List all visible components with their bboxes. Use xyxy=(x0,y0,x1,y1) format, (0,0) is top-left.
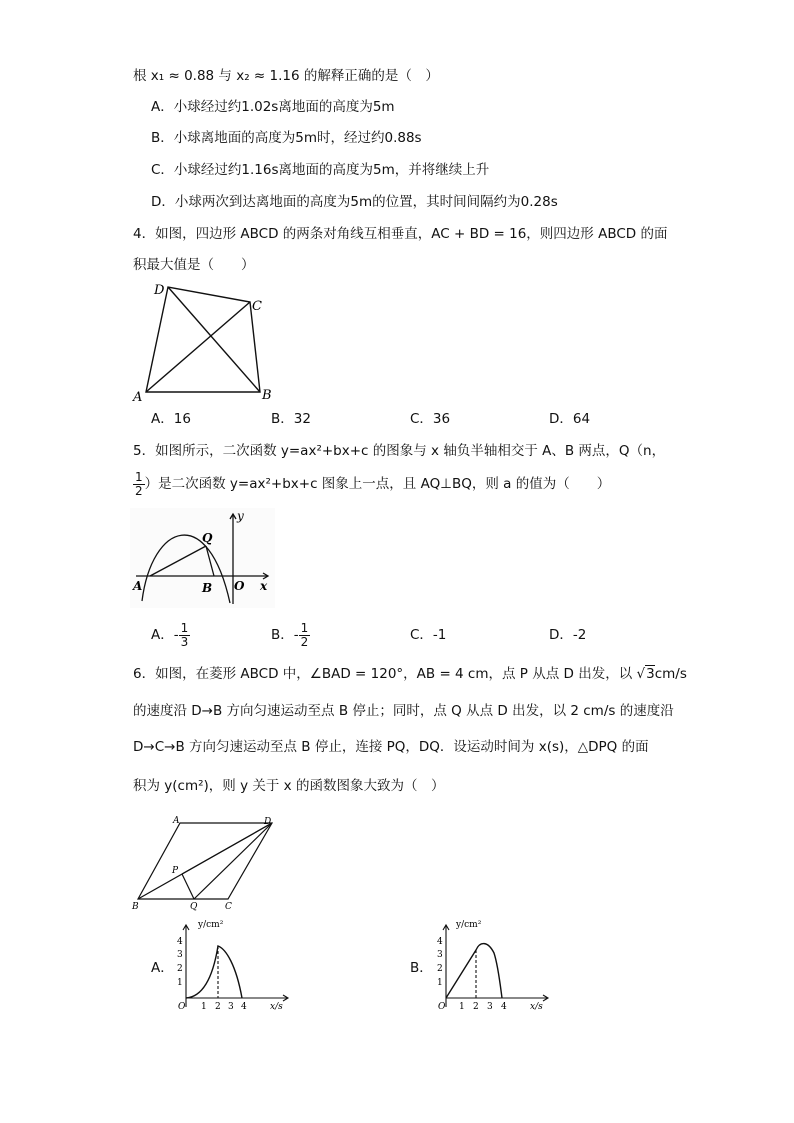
q5-label-x: x xyxy=(260,579,268,593)
q6-label-d: D xyxy=(264,817,272,827)
q3-option-b: B．小球离地面的高度为5m时，经过约0.88s xyxy=(151,130,422,146)
graph-a-xtick-4: 4 xyxy=(241,1002,247,1012)
graph-a-xtick-1: 1 xyxy=(201,1002,207,1012)
q6-label-c: C xyxy=(225,902,232,911)
q3-option-a: A．小球经过约1.02s离地面的高度为5m xyxy=(151,99,395,115)
q5-parabola-figure xyxy=(130,508,275,608)
graph-b-xtick-3: 3 xyxy=(487,1002,493,1012)
q4-label-d: D xyxy=(154,283,165,298)
q6-graph-b xyxy=(430,913,555,1013)
graph-b-ytick-1: 1 xyxy=(437,978,443,988)
graph-a-ytick-3: 3 xyxy=(177,950,183,960)
q4-label-a: A xyxy=(133,390,143,404)
q6-stem-line4: 积为 y(cm²)，则 y 关于 x 的函数图象大致为（ ） xyxy=(133,778,445,794)
q4-option-c: C．36 xyxy=(410,411,451,427)
q6-graph-a-label: A． xyxy=(151,960,174,976)
graph-a-ytick-4: 4 xyxy=(177,937,183,947)
graph-a-ylabel: y/cm² xyxy=(198,920,224,930)
q3-option-c: C．小球经过约1.16s离地面的高度为5m，并将继续上升 xyxy=(151,162,490,178)
q5-stem-line1: 5．如图所示，二次函数 y=ax²+bx+c 的图象与 x 轴负半轴相交于 A、B 两点，Q（n， xyxy=(133,443,666,459)
q5-option-d: D．-2 xyxy=(549,627,587,643)
graph-a-xlabel: x/s xyxy=(270,1002,283,1012)
graph-a-xtick-3: 3 xyxy=(228,1002,234,1012)
q6-label-b: B xyxy=(132,902,139,911)
q6-stem-line3: D→C→B 方向匀速运动至点 B 停止，连接 PQ，DQ．设运动时间为 x(s)，△DPQ 的面 xyxy=(133,739,649,755)
q5-label-q: Q xyxy=(202,531,213,545)
q6-label-p: P xyxy=(172,866,179,876)
graph-b-ytick-2: 2 xyxy=(437,964,443,974)
graph-b-xtick-2: 2 xyxy=(473,1002,479,1012)
graph-b-xlabel: x/s xyxy=(530,1002,543,1012)
q4-label-b: B xyxy=(262,388,272,403)
q4-option-a: A．16 xyxy=(151,411,191,427)
q6-graph-a xyxy=(170,913,295,1013)
q5-label-o: O xyxy=(234,579,245,593)
q5-label-y: y xyxy=(237,509,244,523)
graph-a-origin: O xyxy=(178,1002,186,1012)
q6-stem-line1: 6．如图，在菱形 ABCD 中，∠BAD = 120°，AB = 4 cm，点 P 从点 D 出发，以 √3cm/s xyxy=(133,666,687,682)
graph-b-ytick-4: 4 xyxy=(437,937,443,947)
graph-b-xtick-1: 1 xyxy=(459,1002,465,1012)
q5-label-a: A xyxy=(133,579,143,593)
q6-rhombus-figure xyxy=(128,815,288,911)
q4-option-b: B．32 xyxy=(271,411,311,427)
q6-graph-b-label: B． xyxy=(410,960,433,976)
q5-option-b: B．- $\frac{1}{2}$ xyxy=(271,620,309,649)
graph-b-xtick-4: 4 xyxy=(501,1002,507,1012)
q4-label-c: C xyxy=(252,299,262,314)
q5-option-c: C．-1 xyxy=(410,627,447,643)
q6-label-a: A xyxy=(173,816,180,826)
q5-label-b: B xyxy=(202,581,213,595)
q4-quadrilateral-figure xyxy=(128,280,288,404)
graph-a-ytick-2: 2 xyxy=(177,964,183,974)
q5-stem-line2: $\frac{1}{2}$ ）是二次函数 y=ax²+bx+c 图象上一点，且 AQ⊥BQ，则 a 的值为（ ） xyxy=(135,469,611,498)
q6-stem-line2: 的速度沿 D→B 方向匀速运动至点 B 停止；同时，点 Q 从点 D 出发，以 2 cm/s 的速度沿 xyxy=(133,703,674,719)
graph-a-ytick-1: 1 xyxy=(177,978,183,988)
q3-stem: 根 x₁ ≈ 0.88 与 x₂ ≈ 1.16 的解释正确的是（ ） xyxy=(133,68,439,84)
q6-label-q: Q xyxy=(190,902,198,911)
graph-b-ytick-3: 3 xyxy=(437,950,443,960)
graph-b-origin: O xyxy=(438,1002,446,1012)
q5-option-a: A．- $\frac{1}{3}$ xyxy=(151,620,189,649)
q4-option-d: D．64 xyxy=(549,411,591,427)
q4-stem-line1: 4．如图，四边形 ABCD 的两条对角线互相垂直，AC + BD = 16，则四边形 ABCD 的面 xyxy=(133,226,668,242)
q4-stem-line2: 积最大值是（ ） xyxy=(133,257,255,273)
q3-option-d: D．小球两次到达离地面的高度为5m的位置，其时间间隔约为0.28s xyxy=(151,194,558,210)
graph-a-xtick-2: 2 xyxy=(215,1002,221,1012)
q5-point-y-fraction: $\frac{1}{2}$ xyxy=(135,469,143,498)
graph-b-ylabel: y/cm² xyxy=(456,920,482,930)
